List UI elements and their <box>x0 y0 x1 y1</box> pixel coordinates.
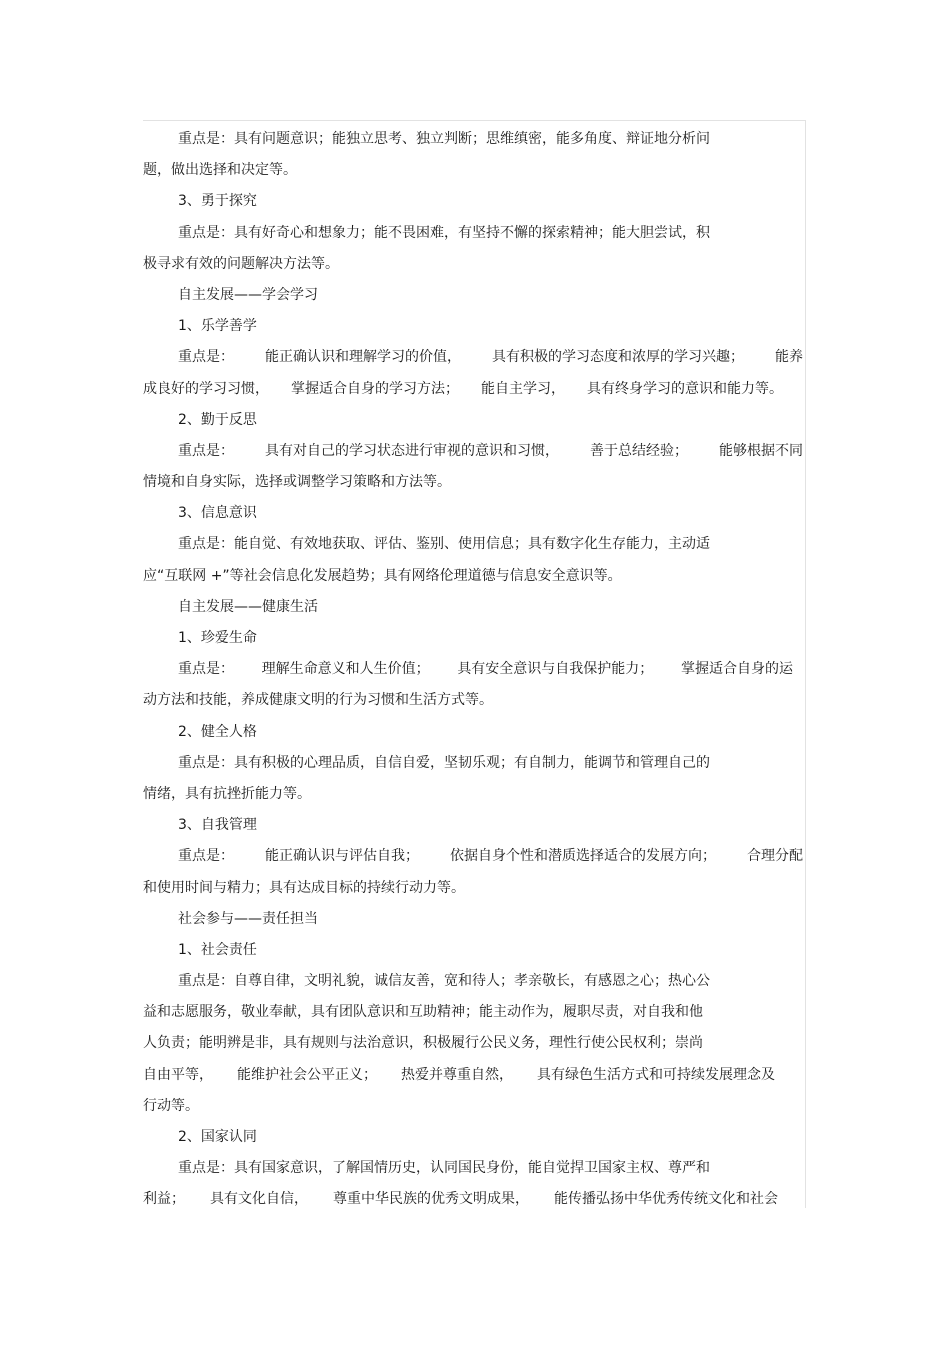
paragraph-line: 应“互联网 +”等社会信息化发展趋势；具有网络伦理道德与信息安全意识等。 <box>143 567 622 584</box>
text-segment: 能正确认识和理解学习的价值， <box>265 349 461 366</box>
text-segment: 具有文化自信， <box>210 1191 308 1208</box>
section-heading: 3、自我管理 <box>178 817 257 834</box>
text-segment: 能传播弘扬中华优秀传统文化和社会 <box>554 1191 778 1208</box>
text-segment: 能正确认识与评估自我； <box>265 848 419 865</box>
paragraph-line: 人负责；能明辨是非，具有规则与法治意识，积极履行公民义务，理性行使公民权利；崇尚 <box>143 1035 703 1052</box>
text-segment: 具有绿色生活方式和可持续发展理念及 <box>537 1066 775 1083</box>
text-segment: 理解生命意义和人生价值； <box>261 661 430 678</box>
section-heading: 2、勤于反思 <box>178 411 257 428</box>
text-segment: 掌握适合自身的运 <box>680 661 793 678</box>
category-heading: 自主发展——健康生活 <box>178 598 318 615</box>
text-segment: 重点是： <box>178 442 234 459</box>
paragraph-line: 和使用时间与精力；具有达成目标的持续行动力等。 <box>143 879 465 896</box>
paragraph-line <box>143 841 803 872</box>
paragraph-line: 重点是：能自觉、有效地获取、评估、鉴别、使用信息；具有数字化生存能力，主动适 <box>178 536 710 553</box>
text-segment: 尊重中华民族的优秀文明成果， <box>333 1191 529 1208</box>
paragraph-line: 重点是：具有好奇心和想象力；能不畏困难，有坚持不懈的探索精神；能大胆尝试，积 <box>178 224 710 241</box>
paragraph-line: 行动等。 <box>143 1097 199 1114</box>
category-heading: 社会参与——责任担当 <box>178 910 318 927</box>
text-segment: 利益； <box>143 1191 185 1208</box>
paragraph-line <box>143 342 803 373</box>
paragraph-line <box>143 374 803 405</box>
section-heading: 3、勇于探究 <box>178 193 257 210</box>
section-heading: 1、珍爱生命 <box>178 630 257 646</box>
paragraph-line <box>143 1184 803 1215</box>
paragraph-line <box>143 1060 803 1091</box>
paragraph-line: 重点是：具有国家意识，了解国情历史，认同国民身份，能自觉捍卫国家主权、尊严和 <box>178 1160 710 1177</box>
paragraph-line: 益和志愿服务，敬业奉献，具有团队意识和互助精神；能主动作为，履职尽责，对自我和他 <box>143 1004 703 1021</box>
category-heading: 自主发展——学会学习 <box>178 286 318 303</box>
text-segment: 热爱并尊重自然， <box>401 1066 513 1083</box>
section-heading: 3、信息意识 <box>178 505 257 522</box>
text-segment: 重点是： <box>178 848 234 865</box>
section-heading: 2、国家认同 <box>178 1129 257 1145</box>
text-segment: 重点是： <box>178 349 234 366</box>
text-segment: 能自主学习， <box>481 380 565 397</box>
paragraph-line: 情绪，具有抗挫折能力等。 <box>143 785 311 802</box>
text-segment: 能够根据不同 <box>719 442 803 459</box>
text-segment: 具有安全意识与自我保护能力； <box>457 661 654 678</box>
paragraph-line: 动方法和技能，养成健康文明的行为习惯和生活方式等。 <box>143 692 493 709</box>
text-segment: 重点是： <box>178 661 234 678</box>
text-segment: 善于总结经验； <box>590 442 688 459</box>
paragraph-line: 重点是：具有积极的心理品质，自信自爱，坚韧乐观；有自制力，能调节和管理自己的 <box>178 754 710 771</box>
section-heading: 1、乐学善学 <box>178 318 257 335</box>
text-segment: 依据自身个性和潜质选择适合的发展方向； <box>450 848 716 865</box>
text-segment: 成良好的学习习惯， <box>143 380 269 397</box>
text-segment: 能养 <box>775 349 803 366</box>
text-segment: 自由平等， <box>143 1066 213 1083</box>
paragraph-line: 重点是：具有问题意识；能独立思考、独立判断；思维缜密，能多角度、辩证地分析问 <box>178 131 710 147</box>
paragraph-line: 极寻求有效的问题解决方法等。 <box>143 255 339 272</box>
document-body <box>143 124 803 1216</box>
text-segment: 具有终身学习的意识和能力等。 <box>587 380 783 397</box>
paragraph-line: 情境和自身实际，选择或调整学习策略和方法等。 <box>143 474 451 491</box>
text-segment: 具有对自己的学习状态进行审视的意识和习惯， <box>265 442 559 459</box>
text-segment: 掌握适合自身的学习方法； <box>291 380 459 397</box>
paragraph-line: 重点是：自尊自律，文明礼貌，诚信友善，宽和待人；孝亲敬长，有感恩之心；热心公 <box>178 973 710 990</box>
text-segment: 合理分配 <box>747 848 803 865</box>
paragraph-line: 题，做出选择和决定等。 <box>143 162 297 179</box>
section-heading: 1、社会责任 <box>178 941 257 958</box>
paragraph-line <box>143 654 803 685</box>
section-heading: 2、健全人格 <box>178 723 257 740</box>
paragraph-line <box>143 436 803 467</box>
text-segment: 具有积极的学习态度和浓厚的学习兴趣； <box>492 349 744 366</box>
text-segment: 能维护社会公平正义； <box>237 1066 377 1083</box>
